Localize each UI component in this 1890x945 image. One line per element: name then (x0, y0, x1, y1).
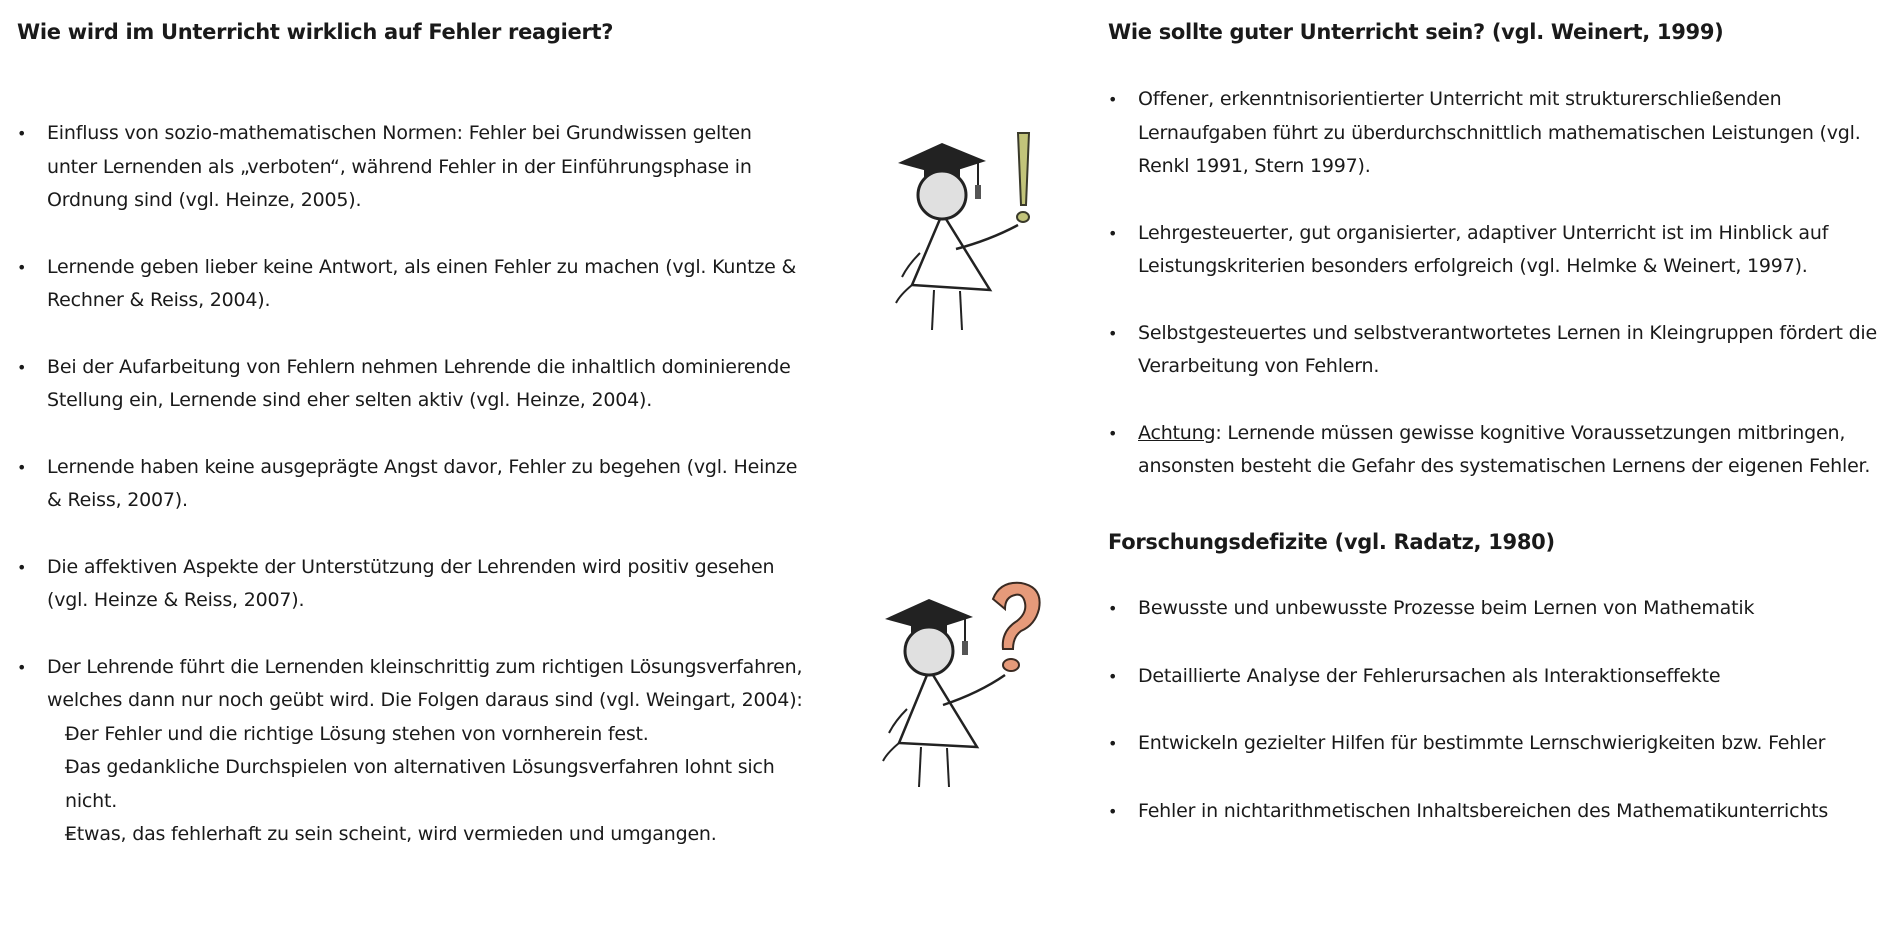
list-item: • Entwickeln gezielter Hilfen für bestimmte Lernschwierigkeiten bzw. Fehler (1108, 727, 1888, 761)
list-item: • Bei der Aufarbeitung von Fehlern nehmen Lehrende die inhaltlich dominierende Stellung ein, Lernende sind eher selten aktiv (vgl. Heinze, 2004). (17, 351, 807, 418)
graduate-exclamation-icon (890, 125, 1050, 340)
list-item: • Einfluss von sozio-mathematischen Normen: Fehler bei Grundwissen gelten unter Lernenden als „verboten“, während Fehler in der Einführungsphase in Ordnung sind (vgl. Heinze, 2005). (17, 117, 807, 218)
caution-text: : Lernende müssen gewisse kognitive Voraussetzungen mitbringen, ansonsten besteht die Gefahr des systematischen Lernens der eigenen Fehler. (1138, 421, 1871, 477)
list-item-with-subitems (17, 651, 807, 852)
list-item: • Detaillierte Analyse der Fehlerursachen als Interaktionseffekte (1108, 660, 1888, 694)
list-item-caution (1108, 417, 1888, 484)
deficits-heading: Forschungsdefizite (vgl. Radatz, 1980) (1108, 530, 1555, 554)
list-item: • Lernende haben keine ausgeprägte Angst davor, Fehler zu begehen (vgl. Heinze & Reiss, 2007). (17, 451, 807, 518)
list-item: • Bewusste und unbewusste Prozesse beim Lernen von Mathematik (1108, 592, 1888, 626)
right-bullet-list (1108, 83, 1888, 484)
deficits-bullet-list (1108, 592, 1888, 862)
sub-list-item: – Der Fehler und die richtige Lösung stehen von vornherein fest. (17, 718, 807, 752)
list-item: • Lernende geben lieber keine Antwort, als einen Fehler zu machen (vgl. Kuntze & Rechner & Reiss, 2004). (17, 251, 807, 318)
right-heading: Wie sollte guter Unterricht sein? (vgl. Weinert, 1999) (1108, 20, 1724, 44)
list-item: • Fehler in nichtarithmetischen Inhaltsbereichen des Mathematikunterrichts (1108, 795, 1888, 829)
graduate-question-icon (875, 575, 1055, 795)
sub-list (47, 718, 807, 852)
list-item: • Offener, erkenntnisorientierter Unterricht mit strukturerschließenden Lernaufgaben führt zu überdurchschnittlich mathematischen Leistungen (vgl. Renkl 1991, Stern 1997). (1108, 83, 1888, 184)
left-heading: Wie wird im Unterricht wirklich auf Fehler reagiert? (17, 20, 614, 44)
list-item: • Die affektiven Aspekte der Unterstützung der Lehrenden wird positiv gesehen (vgl. Heinze & Reiss, 2007). (17, 551, 807, 618)
sub-list-item: – Etwas, das fehlerhaft zu sein scheint, wird vermieden und umgangen. (17, 818, 807, 852)
left-bullet-list (17, 117, 807, 852)
caution-label: Achtung (1138, 421, 1216, 444)
list-item: • Selbstgesteuertes und selbstverantwortetes Lernen in Kleingruppen fördert die Verarbeitung von Fehlern. (1108, 317, 1888, 384)
list-item: • Lehrgesteuerter, gut organisierter, adaptiver Unterricht ist im Hinblick auf Leistungskriterien besonders erfolgreich (vgl. Helmke & Weinert, 1997). (1108, 217, 1888, 284)
list-item-text: Der Lehrende führt die Lernenden kleinschrittig zum richtigen Lösungsverfahren, welches dann nur noch geübt wird. Die Folgen daraus sind (vgl. Weingart, 2004): (47, 655, 803, 711)
sub-list-item: – Das gedankliche Durchspielen von alternativen Lösungsverfahren lohnt sich nicht. (17, 751, 807, 818)
